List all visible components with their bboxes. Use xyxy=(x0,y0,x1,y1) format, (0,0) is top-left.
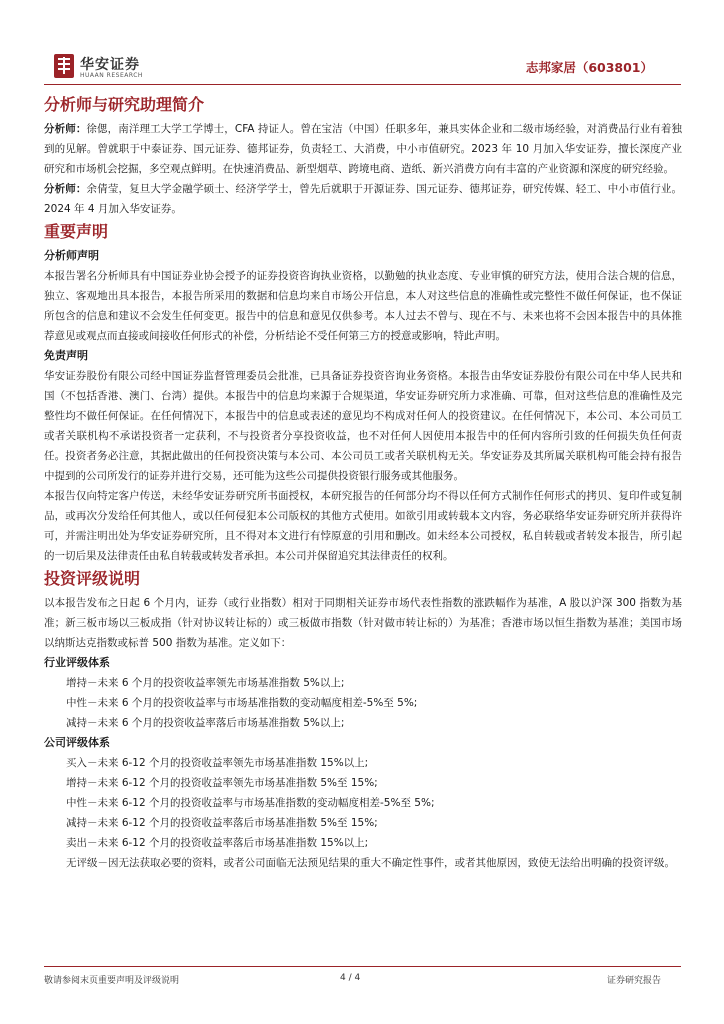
company-name: 志邦家居（603801） xyxy=(525,60,653,75)
analyst-1-label: 分析师： xyxy=(44,123,87,135)
page-header xyxy=(44,52,681,84)
industry-rating-item: 减持－未来 6 个月的投资收益率落后市场基准指数 5%以上; xyxy=(66,717,345,729)
company-rating-title: 公司评级体系 xyxy=(44,736,110,749)
disclaimer-paragraph-1: 华安证券股份有限公司经中国证券监督管理委员会批准，已具备证券投资咨询业务资格。本报告由华安证券股份有限公司在中华人民共和国（不包括香港、澳门、台湾）提供。本报告中的信息均来源于合规渠道，华安证券研究所力求准确、可靠，但对这些信息的准确性及完整性均不做任何保证。在任何情况下，本报告中的信息或表述的意见均不构成对任何人的投资建议。在任何情况下，本公司、本公司员工或者关联机构不承诺投资者一定获利，不与投资者分享投资收益，也不对任何人因使用本报告中的任何内容所引致的任何损失负任何责任。投资者务必注意，其据此做出的任何投资决策与本公司、本公司员工或者关联机构无关。华安证券及其所属关联机构可能会持有报告中提到的公司所发行的证券并进行交易，还可能为这些公司提供投资银行服务或其他服务。 xyxy=(44,370,682,482)
huaan-logo-icon xyxy=(54,54,74,78)
page-footer xyxy=(44,973,681,989)
analyst-1-bio xyxy=(44,119,682,179)
company-rating-item: 卖出－未来 6-12 个月的投资收益率落后市场基准指数 15%以上; xyxy=(66,837,369,849)
disclaimer-title: 免责声明 xyxy=(44,349,88,362)
company-rating-item: 减持－未来 6-12 个月的投资收益率落后市场基准指数 5%至 15%; xyxy=(66,817,378,829)
company-rating-item: 增持－未来 6-12 个月的投资收益率领先市场基准指数 5%至 15%; xyxy=(66,777,378,789)
industry-rating-item: 中性－未来 6 个月的投资收益率与市场基准指数的变动幅度相差-5%至 5%; xyxy=(66,697,418,709)
disclaimer-section-title: 重要声明 xyxy=(44,222,109,241)
logo-subtext: HUAAN RESEARCH xyxy=(80,72,143,79)
industry-rating-title: 行业评级体系 xyxy=(44,656,110,669)
analyst-2-bio xyxy=(44,179,682,219)
logo-text: 华安证券 xyxy=(80,57,140,73)
company-rating-item: 无评级－因无法获取必要的资料，或者公司面临无法预见结果的重大不确定性事件，或者其他原因，致使无法给出明确的投资评级。 xyxy=(66,857,675,869)
industry-rating-item: 增持－未来 6 个月的投资收益率领先市场基准指数 5%以上; xyxy=(66,677,345,689)
company-rating-item: 中性－未来 6-12 个月的投资收益率与市场基准指数的变动幅度相差-5%至 5%; xyxy=(66,797,435,809)
analyst-statement-text: 本报告署名分析师具有中国证券业协会授予的证券投资咨询执业资格，以勤勉的执业态度、专业审慎的研究方法，使用合法合规的信息，独立、客观地出具本报告，本报告所采用的数据和信息均来自市场公开信息，本人对这些信息的准确性或完整性不做任何保证，也不保证所包含的信息和建议不会发生任何变更。报告中的信息和意见仅供参考。本人过去不曾与、现在不与、未来也将不会因本报告中的具体推荐意见或观点而直接或间接收任何形式的补偿，分析结论不受任何第三方的授意或影响，特此声明。 xyxy=(44,270,682,342)
header-divider xyxy=(44,84,681,85)
page-number: 4 / 4 xyxy=(340,973,361,983)
company-rating-item: 买入－未来 6-12 个月的投资收益率领先市场基准指数 15%以上; xyxy=(66,757,369,769)
analyst-statement-title: 分析师声明 xyxy=(44,249,99,262)
analyst-2-text: 余倩莹，复旦大学金融学硕士、经济学学士，曾先后就职于开源证券、国元证券、德邦证券，研究传媒、轻工、中小市值行业。2024 年 4 月加入华安证券。 xyxy=(44,183,683,215)
footer-note: 敬请参阅末页重要声明及评级说明 xyxy=(44,976,180,986)
rating-intro: 以本报告发布之日起 6 个月内，证券（或行业指数）相对于同期相关证券市场代表性指数的涨跌幅作为基准，A 股以沪深 300 指数为基准；新三板市场以三板成指（针对协议转让标的）或三板做市指数（针对做市转让标的）为基准；香港市场以恒生指数为基准；美国市场以纳斯达克指数或标普 500 指数为基准。定义如下： xyxy=(44,597,682,649)
analyst-section-title: 分析师与研究助理简介 xyxy=(44,95,205,114)
disclaimer-paragraph-2: 本报告仅向特定客户传送，未经华安证券研究所书面授权，本研究报告的任何部分均不得以任何方式制作任何形式的拷贝、复印件或复制品，或再次分发给任何其他人，或以任何侵犯本公司版权的其他方式使用。如欲引用或转载本文内容，务必联络华安证券研究所并获得许可，并需注明出处为华安证券研究所，且不得对本文进行有悖原意的引用和删改。如未经本公司授权，私自转载或者转发本报告，所引起的一切后果及法律责任由私自转载或转发者承担。本公司并保留追究其法律责任的权利。 xyxy=(44,490,682,562)
rating-section-title: 投资评级说明 xyxy=(44,569,141,588)
report-body xyxy=(44,94,682,873)
report-type: 证券研究报告 xyxy=(606,976,661,986)
analyst-2-label: 分析师： xyxy=(44,183,87,195)
footer-divider xyxy=(44,966,681,967)
analyst-1-text: 徐偲，南洋理工大学工学博士，CFA 持证人。曾在宝洁（中国）任职多年，兼具实体企业和二级市场经验，对消费品行业有着独到的见解。曾就职于中泰证券、国元证券、德邦证券，负责轻工、大消费，中小市值研究。2023 年 10 月加入华安证券，擅长深度产业研究和市场机会挖掘，多空观点鲜明。在快速消费品、新型烟草、跨境电商、造纸、新兴消费方向有丰富的产业资源和深度的研究经验。 xyxy=(44,123,682,175)
